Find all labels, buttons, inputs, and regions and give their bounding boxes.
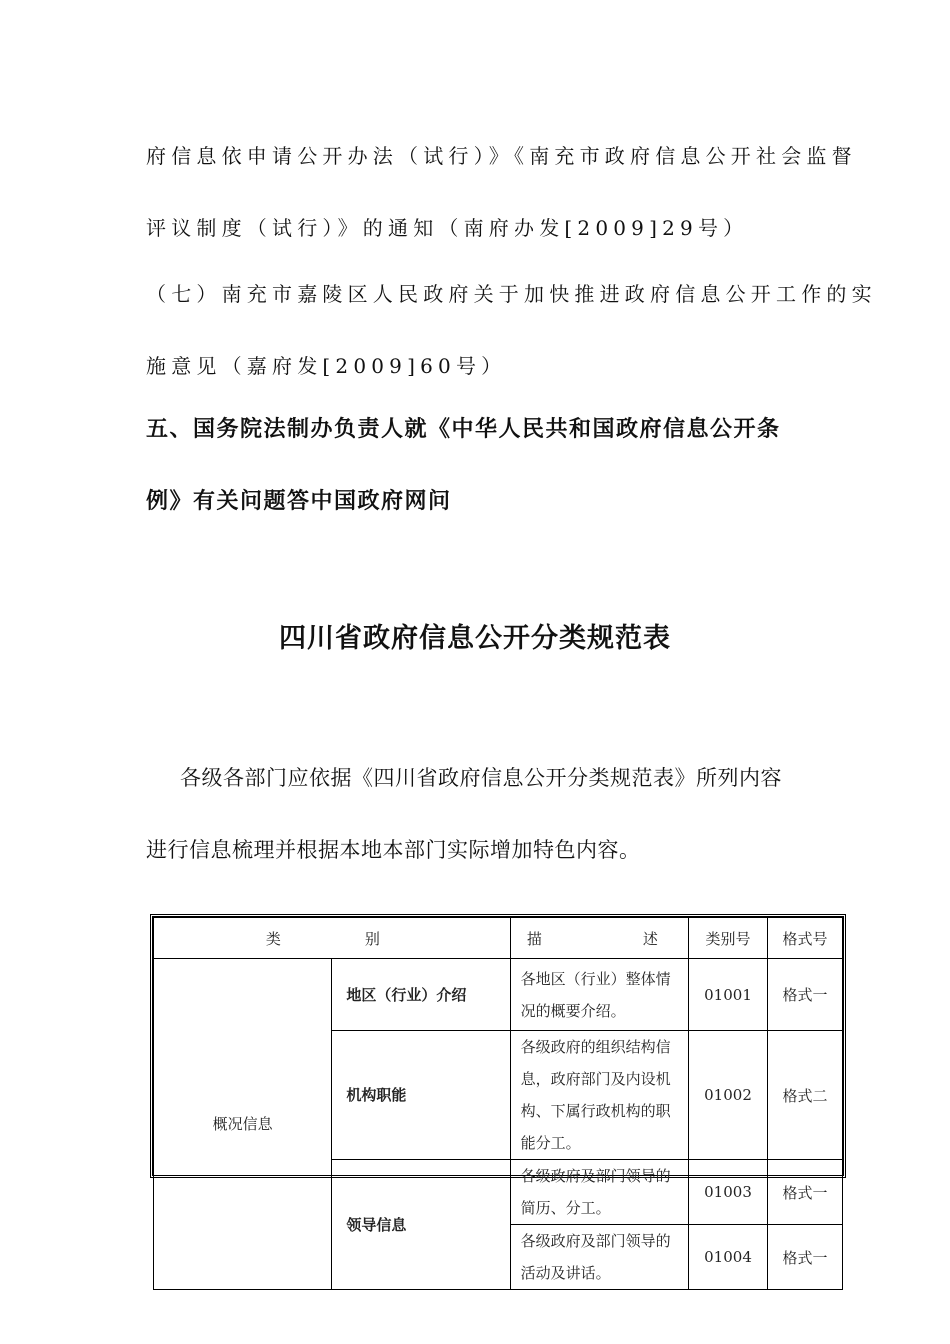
format-code-cell: 格式一 — [768, 1160, 843, 1225]
format-code-cell: 格式二 — [768, 1031, 843, 1160]
section-heading-line-2: 例》有关问题答中国政府网问 — [146, 489, 452, 514]
header-description: 描 述 — [510, 918, 688, 959]
format-code-cell: 格式一 — [768, 1225, 843, 1290]
subcategory-label: 地区（行业）介绍 — [332, 959, 510, 1031]
group-label: 概况信息 — [154, 959, 332, 1290]
header-category-code: 类别号 — [689, 918, 768, 959]
description-cell: 各地区（行业）整体情况的概要介绍。 — [510, 959, 688, 1031]
header-format-code: 格式号 — [768, 918, 843, 959]
format-code-cell: 格式一 — [768, 959, 843, 1031]
category-code-cell: 01001 — [689, 959, 768, 1031]
document-title: 四川省政府信息公开分类规范表 — [279, 623, 671, 654]
body-line-3: （七）南充市嘉陵区人民政府关于加快推进政府信息公开工作的实 — [146, 282, 877, 306]
table-header-row — [154, 918, 843, 959]
category-code-cell: 01003 — [689, 1160, 768, 1225]
description-cell: 各级政府及部门领导的活动及讲话。 — [510, 1225, 688, 1290]
description-cell: 各级政府及部门领导的简历、分工。 — [510, 1160, 688, 1225]
subcategory-label: 领导信息 — [332, 1160, 510, 1290]
category-code-cell: 01002 — [689, 1031, 768, 1160]
section-heading-line-1: 五、国务院法制办负责人就《中华人民共和国政府信息公开条 — [146, 417, 781, 442]
intro-line-2: 进行信息梳理并根据本地本部门实际增加特色内容。 — [146, 838, 641, 862]
description-cell: 各级政府的组织结构信息，政府部门及内设机构、下属行政机构的职能分工。 — [510, 1031, 688, 1160]
body-line-1: 府信息依申请公开办法（试行）》《南充市政府信息公开社会监督 — [146, 144, 857, 168]
header-category: 类 别 — [154, 918, 511, 959]
classification-table — [150, 914, 846, 1282]
intro-line-1: 各级各部门应依据《四川省政府信息公开分类规范表》所列内容 — [180, 766, 782, 790]
body-line-4: 施意见（嘉府发[2009]60号） — [146, 354, 507, 378]
category-code-cell: 01004 — [689, 1225, 768, 1290]
table-row — [154, 959, 843, 1031]
body-line-2: 评议制度（试行）》的通知（南府办发[2009]29号） — [146, 216, 749, 240]
subcategory-label: 机构职能 — [332, 1031, 510, 1160]
